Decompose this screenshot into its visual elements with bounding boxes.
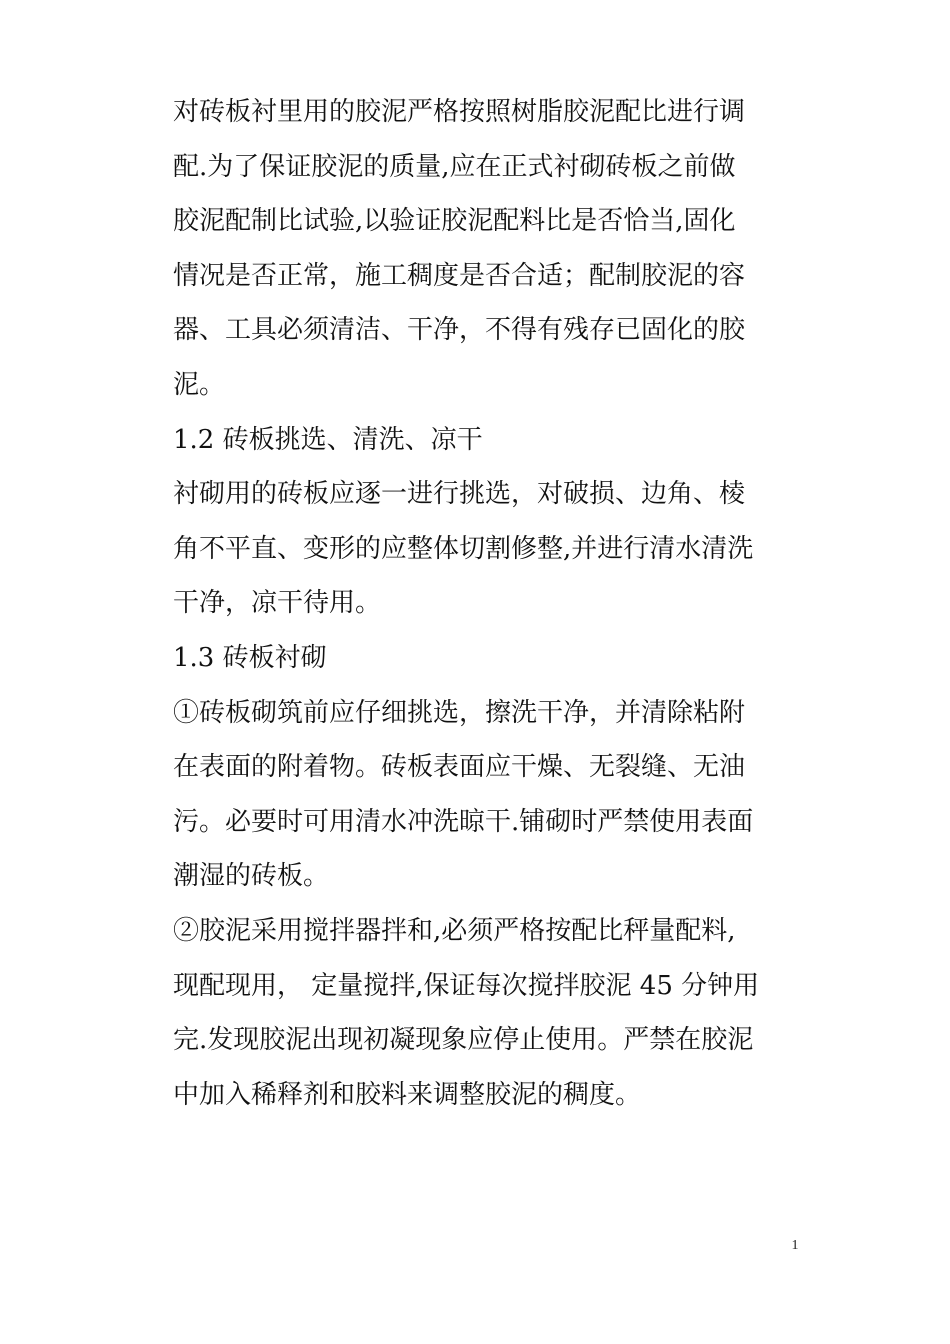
text-line: 泥。 bbox=[173, 369, 226, 400]
text-line: 器、工具必须清洁、干净，不得有残存已固化的胶 bbox=[173, 315, 746, 346]
text-line: 潮湿的砖板。 bbox=[173, 861, 330, 892]
text-line: 在表面的附着物。砖板表面应干燥、无裂缝、无油 bbox=[173, 752, 746, 783]
page-number: 1 bbox=[791, 1238, 799, 1253]
text-line: 现配现用， 定量搅拌,保证每次搅拌胶泥 45 分钟用 bbox=[173, 970, 760, 1001]
text-line: 污。必要时可用清水冲洗晾干.铺砌时严禁使用表面 bbox=[173, 806, 754, 837]
text-line: 配.为了保证胶泥的质量,应在正式衬砌砖板之前做 bbox=[173, 151, 736, 182]
text-line: 情况是否正常，施工稠度是否合适；配制胶泥的容 bbox=[173, 260, 746, 291]
text-line: 角不平直、变形的应整体切割修整,并进行清水清洗 bbox=[173, 533, 754, 564]
section-heading-1-3: 1.3 砖板衬砌 bbox=[173, 642, 327, 673]
text-line: ②胶泥采用搅拌器拌和,必须严格按配比秤量配料, bbox=[173, 915, 736, 946]
text-line: 完.发现胶泥出现初凝现象应停止使用。严禁在胶泥 bbox=[173, 1025, 754, 1056]
text-line: 对砖板衬里用的胶泥严格按照树脂胶泥配比进行调 bbox=[173, 97, 746, 127]
text-line: 干净，凉干待用。 bbox=[173, 588, 382, 619]
text-line: ①砖板砌筑前应仔细挑选，擦洗干净，并清除粘附 bbox=[173, 697, 746, 728]
text-line: 衬砌用的砖板应逐一进行挑选，对破损、边角、棱 bbox=[173, 479, 746, 510]
document-body bbox=[173, 85, 813, 1122]
text-line: 胶泥配制比试验,以验证胶泥配料比是否恰当,固化 bbox=[173, 206, 736, 237]
text-line: 中加入稀释剂和胶料来调整胶泥的稠度。 bbox=[173, 1079, 642, 1110]
section-heading-1-2: 1.2 砖板挑选、清洗、凉干 bbox=[173, 424, 483, 455]
